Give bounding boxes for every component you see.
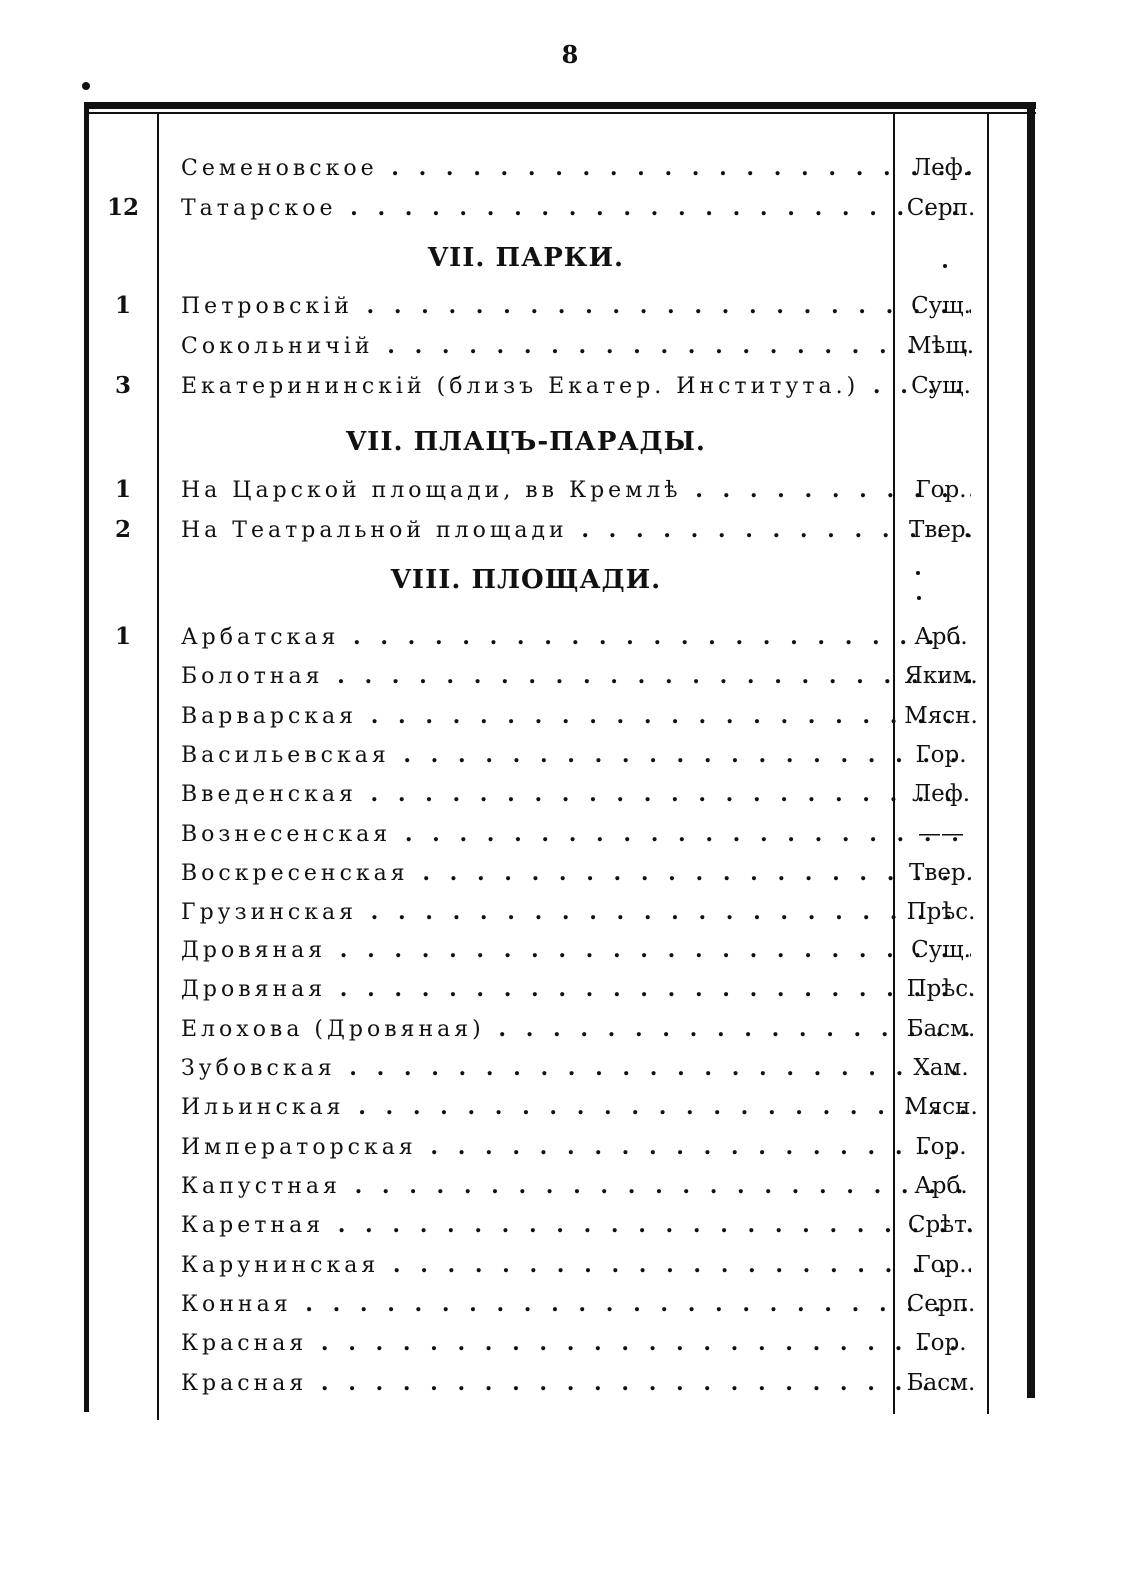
district-reference: Гор. [915, 742, 967, 768]
section-heading: VII. ПАРКИ. [427, 243, 625, 273]
entry-name: Ильинская . . . [181, 1087, 971, 1128]
district-reference: —— [918, 821, 964, 847]
district-reference: Мѣщ. [907, 333, 975, 359]
district-reference: Яким. [904, 663, 978, 689]
table-row [89, 814, 1027, 854]
district-reference: Гор. [915, 1252, 967, 1278]
entry-name: Капустная . . . [181, 1166, 971, 1207]
entry-number: 1 [114, 623, 131, 650]
entry-name: Красная . . . [181, 1323, 971, 1364]
entry-name: Грузинская . . . [181, 892, 971, 933]
table-right-border [1027, 102, 1035, 1398]
district-reference: Мясн. [904, 703, 978, 729]
entry-name: Дровяная . . . [181, 930, 971, 971]
table-row [89, 1166, 1027, 1206]
table-row [89, 1087, 1027, 1127]
entry-name: Семеновское . . . [181, 148, 971, 189]
district-reference: Твер. [909, 860, 973, 886]
district-reference: Сущ. [911, 293, 971, 319]
entry-name: Сокольничій . . . [181, 326, 971, 367]
table-top-rule [84, 102, 1036, 109]
table-row [89, 1323, 1027, 1363]
table-row [89, 735, 1027, 775]
entry-name: Болотная . . . [181, 656, 971, 697]
table-row [89, 617, 1027, 657]
table-row [89, 656, 1027, 696]
table-row [89, 1127, 1027, 1167]
page-number: 8 [561, 40, 579, 69]
table-row [89, 774, 1027, 814]
entry-name: Зубовская . . . [181, 1048, 971, 1089]
table-row [89, 1009, 1027, 1049]
district-reference: Гор. [915, 477, 967, 503]
section-heading: VII. ПЛАЦЪ-ПАРАДЫ. [346, 427, 706, 457]
table-row [89, 969, 1027, 1009]
district-reference: Гор. [915, 1134, 967, 1160]
entry-name: Татарское . . . [181, 188, 971, 229]
district-reference: Леф. [911, 781, 971, 807]
table-row [89, 1284, 1027, 1324]
squares-section-dot-2 [917, 596, 921, 600]
entry-name: Каретная . . . [181, 1205, 971, 1246]
district-reference: Арб. [914, 1173, 968, 1199]
district-reference: Серп. [906, 1291, 976, 1317]
district-reference: Мясн. [904, 1094, 978, 1120]
district-reference: Басм. [906, 1016, 976, 1042]
district-reference: Срѣт. [907, 1212, 975, 1238]
district-reference: Леф. [911, 155, 971, 181]
district-reference: Серп. [906, 195, 976, 221]
table-row [89, 286, 1027, 326]
table-row [89, 470, 1027, 510]
entry-name: Дровяная . . . [181, 969, 971, 1010]
ink-dot [82, 82, 90, 90]
entry-number: 3 [114, 372, 131, 399]
table-row [89, 366, 1027, 406]
entry-name: Варварская . . . [181, 696, 971, 737]
table-row [89, 1205, 1027, 1245]
entry-name: Вознесенская . . . [181, 814, 971, 855]
table-row [89, 930, 1027, 970]
district-reference: Прѣс. [906, 976, 976, 1002]
table-row [89, 853, 1027, 893]
district-reference: Арб. [914, 624, 968, 650]
entry-name: Красная . . . [181, 1363, 971, 1404]
entry-name: Екатерининскій (близъ Екатер. Институтa.) . . . [181, 366, 971, 407]
entry-name: Воскресенская . . . [181, 853, 971, 894]
squares-section-dot-1 [916, 571, 920, 575]
table-row [89, 1245, 1027, 1285]
district-reference: Хам. [913, 1055, 969, 1081]
entry-name: Васильевская . . . [181, 735, 971, 776]
entry-name: Петровскій . . . [181, 286, 971, 327]
entry-name: На Театральной площади . . . [181, 510, 971, 551]
table-row [89, 696, 1027, 736]
entry-name: Елохова (Дровяная) . . . [181, 1009, 971, 1050]
entry-name: Конная . . . [181, 1284, 971, 1325]
table-row [89, 326, 1027, 366]
district-reference: Твер. [909, 517, 973, 543]
entry-number: 2 [114, 516, 131, 543]
entry-number: 1 [114, 292, 131, 319]
entry-name: Императорская . . . [181, 1127, 971, 1168]
table-row [89, 1363, 1027, 1403]
entry-name: Арбатская . . . [181, 617, 971, 658]
table-row [89, 148, 1027, 188]
district-reference: Басм. [906, 1370, 976, 1396]
entry-name: Введенская . . . [181, 774, 971, 815]
district-reference: Гор. [915, 1330, 967, 1356]
table-row [89, 510, 1027, 550]
parks-section-dot [943, 264, 947, 268]
table-row [89, 892, 1027, 932]
entry-number: 1 [114, 476, 131, 503]
district-reference: Прѣс. [906, 899, 976, 925]
district-reference: Сущ. [911, 373, 971, 399]
entry-number: 12 [106, 194, 139, 221]
entry-name: На Царской площади, вв Кремлѣ . . . [181, 470, 971, 511]
section-heading: VIII. ПЛОЩАДИ. [390, 565, 662, 595]
table-row [89, 188, 1027, 228]
entry-name: Карунинская . . . [181, 1245, 971, 1286]
table-row [89, 1048, 1027, 1088]
district-reference: Сущ. [911, 937, 971, 963]
